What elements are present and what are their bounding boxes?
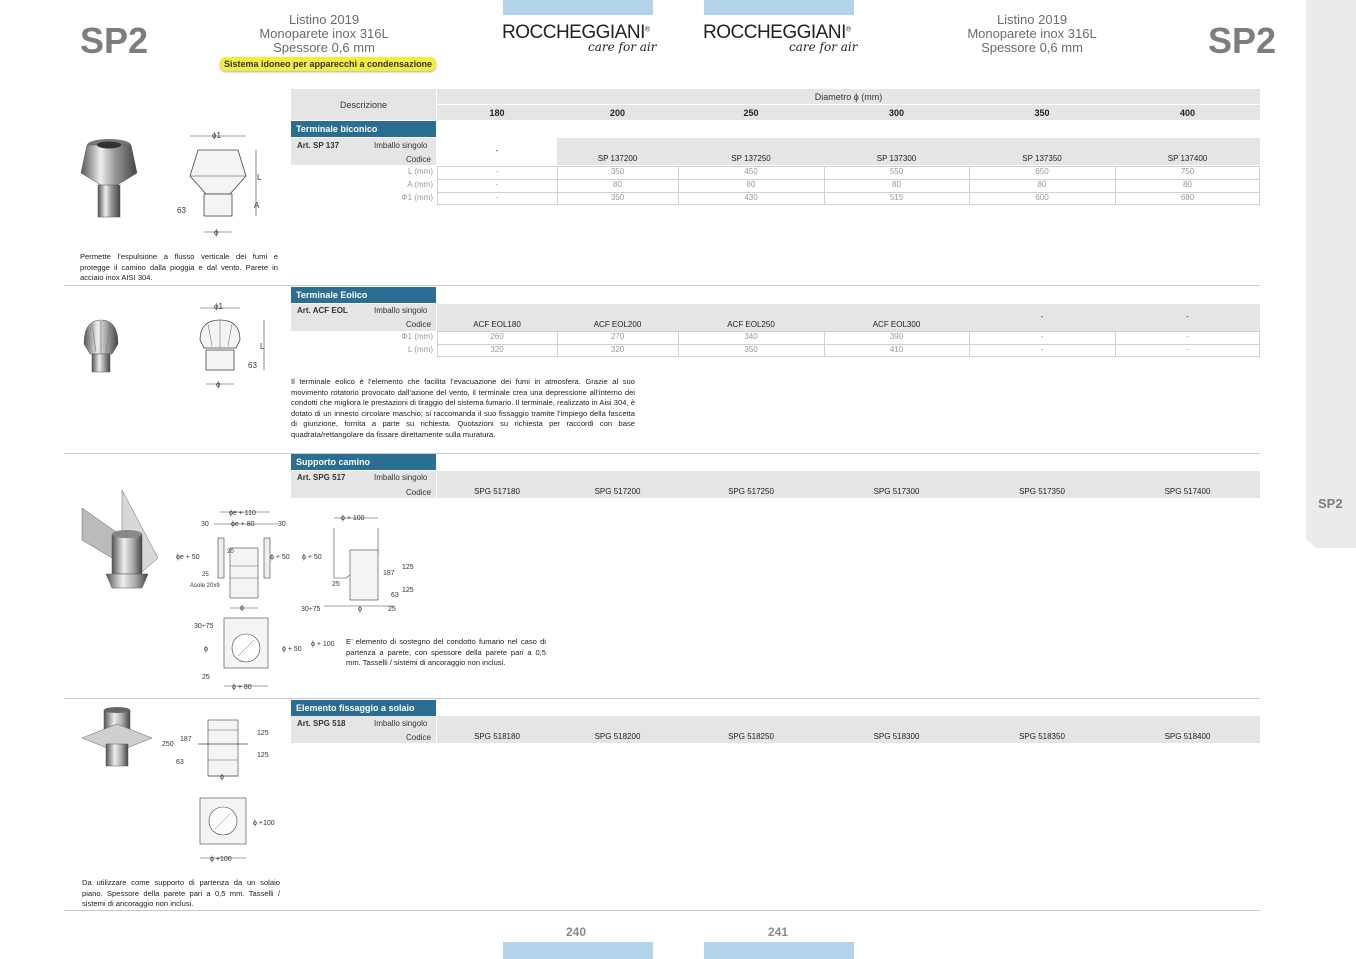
label-30b: 30 <box>278 521 286 528</box>
label-187: 187 <box>180 736 192 743</box>
dim-l-350: 650 <box>1035 167 1049 176</box>
dim-l-300: 550 <box>889 167 904 176</box>
dim-l-300: 410 <box>889 345 904 354</box>
side-tab-label: SP2 <box>1318 496 1343 511</box>
code-350: SPG 517350 <box>1019 487 1065 496</box>
drawing-label-63: 63 <box>177 206 186 215</box>
code-400: SPG 517400 <box>1164 487 1211 496</box>
code-250: SPG 517250 <box>728 487 774 496</box>
label-phie80: ϕe + 80 <box>231 521 255 528</box>
page-number-right: 241 <box>768 925 789 939</box>
table-header-descrizione: Descrizione <box>339 100 388 110</box>
supporto-codice-label: Codice <box>406 488 431 497</box>
brand-name: ROCCHEGGIANI <box>502 22 645 43</box>
listino-year: Listino 2019 <box>996 12 1068 27</box>
label-250: 250 <box>162 741 174 748</box>
code-350: - <box>1040 312 1044 321</box>
label-125b: 125 <box>257 752 269 759</box>
code-180: SPG 517180 <box>474 487 520 496</box>
code-250: SPG 518250 <box>728 732 774 741</box>
header-bar-right <box>704 0 854 15</box>
dim-l-350: - <box>1040 345 1044 354</box>
label-25d: 25 <box>202 674 210 681</box>
code-180: SPG 518180 <box>474 732 520 741</box>
page-number-left: 240 <box>566 925 587 939</box>
drawing-label-a: A <box>254 201 260 210</box>
label-phi100a: ϕ +100 <box>253 820 275 827</box>
solaio-code-row <box>437 716 1260 743</box>
biconico-art: Art. SP 137 <box>297 141 340 150</box>
footer-bar-left <box>503 942 653 959</box>
table-header-diameters <box>437 104 1260 120</box>
divider-4 <box>64 910 1260 911</box>
supporto-code-row <box>437 471 1260 498</box>
dim-a-180: - <box>495 180 499 189</box>
code-180: - <box>495 146 499 155</box>
label-phi50a: ϕ + 50 <box>270 554 290 561</box>
table-header-diametro: Diametro ϕ (mm) <box>814 92 883 102</box>
label-phie50: ϕe + 50 <box>176 554 200 561</box>
dim-a-200: 80 <box>613 180 622 189</box>
label-phi80: ϕ + 80 <box>232 684 252 691</box>
dim-l-250: 350 <box>744 345 758 354</box>
label-125a: 125 <box>402 564 414 571</box>
dim-label-l: L (mm) <box>407 345 433 354</box>
eolico-technical-drawing <box>194 298 274 394</box>
solaio-product-image <box>80 706 154 770</box>
code-200: SP 137200 <box>597 154 638 163</box>
label-phi50b: ϕ + 50 <box>302 554 322 561</box>
header-bar-left <box>503 0 653 15</box>
code-300: SPG 518300 <box>873 732 920 741</box>
dim-l-200: 320 <box>610 345 625 354</box>
label-3075b: 30÷75 <box>194 623 214 630</box>
dim-phi1-350: - <box>1040 332 1044 341</box>
biconico-codice-label: Codice <box>406 155 431 164</box>
diameter-200: 200 <box>609 108 626 118</box>
divider-1 <box>64 285 1260 286</box>
label-phi-b: ϕ <box>358 606 362 613</box>
code-400: SP 137400 <box>1167 154 1208 163</box>
code-400: SPG 518400 <box>1164 732 1211 741</box>
biconico-imballo: Imballo singolo <box>374 141 428 150</box>
section-title-biconico: Terminale biconico <box>291 121 436 137</box>
dim-a-300: 80 <box>892 180 901 189</box>
label-phi100a: ϕ + 100 <box>341 515 365 522</box>
label-phi100b: ϕ + 100 <box>311 641 335 648</box>
listino-thickness: Spessore 0,6 mm <box>981 40 1083 55</box>
label-125a: 125 <box>257 730 269 737</box>
section-title-solaio: Elemento fissaggio a solaio <box>291 700 436 716</box>
dim-a-350: 80 <box>1037 180 1047 189</box>
biconico-technical-drawing <box>168 128 280 238</box>
solaio-art: Art. SPG 518 <box>297 719 346 728</box>
code-200: SPG 518200 <box>594 732 641 741</box>
eolico-product-image <box>80 318 122 374</box>
diameter-350: 350 <box>1034 108 1050 118</box>
solaio-technical-drawing <box>160 716 284 868</box>
biconico-description: Permette l’espulsione a flusso verticale dei fumi e protegge il camino dalla pioggia e dal vento. Parete in acciaio inox AISI 304. <box>80 252 278 282</box>
label-phi-c: ϕ <box>204 646 208 653</box>
solaio-imballo: Imballo singolo <box>374 719 428 728</box>
brand-mark: ® <box>644 26 651 34</box>
supporto-art: Art. SPG 517 <box>297 473 346 482</box>
section-code-left: SP2 <box>80 20 149 61</box>
listino-product: Monoparete inox 316L <box>967 26 1097 41</box>
dim-phi1-250: 430 <box>744 193 758 202</box>
biconico-code-row <box>437 138 1260 165</box>
label-20: 20 <box>227 549 234 555</box>
code-250: ACF EOL250 <box>727 320 775 329</box>
label-asole: Asole 20x9 <box>190 583 220 589</box>
footer-bar-right <box>704 942 854 959</box>
dim-label-a: A (mm) <box>407 180 433 189</box>
dim-phi1-200: 350 <box>610 193 625 202</box>
supporto-description: E’ elemento di sostegno del condotto fumario nel caso di partenza a parete, con spessore della parete pari a 0,5 mm. Tasselli / sistemi di ancoraggio non inclusi. <box>346 637 546 667</box>
label-phi100b: ϕ +100 <box>210 856 232 863</box>
label-25c: 25 <box>388 606 396 613</box>
section-title-eolico: Terminale Eolico <box>291 287 436 303</box>
dim-l-400: 750 <box>1180 167 1195 176</box>
drawing-label-phi: ϕ <box>214 228 219 237</box>
dim-phi1-400: 680 <box>1180 193 1195 202</box>
solaio-description: Da utilizzare come supporto di partenza da un solaio piano. Spessore della parete pari a 0,5 mm. Tasselli / sistemi di ancoraggio non inclusi. <box>82 878 280 908</box>
label-3075a: 30÷75 <box>301 606 321 613</box>
drawing-label-phi1: ϕ1 <box>214 302 223 311</box>
code-300: SP 137300 <box>876 154 917 163</box>
code-200: SPG 517200 <box>594 487 641 496</box>
label-25a: 25 <box>202 572 209 578</box>
dim-phi1-200: 270 <box>610 332 625 341</box>
code-350: SP 137350 <box>1022 154 1062 163</box>
eolico-description: Il terminale eolico è l’elemento che facilita l’evacuazione dei fumi in atmosfera. Grazie al suo movimento rotatorio provocato dall’azione del vento, il terminale crea una depressione all’interno dei condotti che migliora le prestazioni di tiraggio del sistema fumario. Il terminale, realizzato in Aisi 304, è dotato di un innesto circolare maschio; si raccomanda il suo fissaggio tramite l’impiego della fascetta di giunzione, fornita a parte su richiesta. Quotazioni su richiesta per raccordi con base quadrata/rettangolare da fissare direttamente sulla muratura. <box>291 377 635 439</box>
divider-2 <box>64 453 1260 454</box>
dim-l-180: - <box>495 167 499 176</box>
dim-phi1-300: 390 <box>889 332 904 341</box>
label-phi-a: ϕ <box>240 605 244 612</box>
dim-l-180: 320 <box>490 345 504 354</box>
dim-phi1-400: - <box>1186 332 1189 341</box>
supporto-imballo: Imballo singolo <box>374 473 428 482</box>
drawing-label-phi1: ϕ1 <box>212 131 221 140</box>
biconico-product-image <box>78 135 140 220</box>
listino-thickness: Spessore 0,6 mm <box>273 40 375 55</box>
code-350: SPG 518350 <box>1019 732 1065 741</box>
dim-label-l: L (mm) <box>407 167 433 176</box>
section-title-supporto: Supporto camino <box>291 454 436 470</box>
dim-label-phi1: Φ1 (mm) <box>401 193 433 202</box>
dim-l-200: 350 <box>610 167 625 176</box>
label-63: 63 <box>176 759 184 766</box>
eolico-imballo: Imballo singolo <box>374 306 428 315</box>
price-list-info-right <box>932 13 1132 55</box>
brand-tagline: care for air <box>588 40 657 54</box>
diameter-250: 250 <box>743 108 759 118</box>
label-63: 63 <box>391 592 399 599</box>
label-187: 187 <box>383 570 395 577</box>
code-300: SPG 517300 <box>873 487 920 496</box>
solaio-codice-label: Codice <box>406 733 431 742</box>
code-300: ACF EOL300 <box>872 320 921 329</box>
dim-l-400: - <box>1186 345 1189 354</box>
label-25b: 25 <box>332 581 340 588</box>
dim-phi1-250: 340 <box>744 332 758 341</box>
dim-l-250: 450 <box>744 167 758 176</box>
dim-a-400: 80 <box>1183 180 1192 189</box>
eolico-code-row <box>437 304 1260 331</box>
code-200: ACF EOL200 <box>593 320 642 329</box>
label-phie110: ϕe + 110 <box>229 510 256 517</box>
code-250: SP 137250 <box>731 154 771 163</box>
brand-logo-left <box>502 22 662 54</box>
brand-logo-right <box>703 22 863 54</box>
label-30a: 30 <box>201 521 209 528</box>
supporto-product-image <box>78 488 162 594</box>
eolico-art: Art. ACF EOL <box>297 306 348 315</box>
label-phi: ϕ <box>220 774 224 781</box>
brand-tagline: care for air <box>789 40 858 54</box>
drawing-label-l: L <box>260 342 265 351</box>
eolico-dim-table <box>291 331 1260 357</box>
eolico-codice-label: Codice <box>406 320 431 329</box>
listino-year: Listino 2019 <box>288 12 360 27</box>
dim-label-phi1: Φ1 (mm) <box>401 332 433 341</box>
dim-phi1-350: 600 <box>1035 193 1049 202</box>
code-180: ACF EOL180 <box>473 320 521 329</box>
drawing-label-l: L <box>257 173 262 182</box>
label-phi50c: ϕ + 50 <box>282 646 302 653</box>
diameter-180: 180 <box>489 108 505 118</box>
listino-product: Monoparete inox 316L <box>259 26 389 41</box>
biconico-dim-table <box>291 166 1260 205</box>
dim-phi1-180: - <box>495 193 499 202</box>
drawing-label-phi: ϕ <box>216 380 221 389</box>
section-code-right: SP2 <box>1208 20 1277 61</box>
dim-a-250: 80 <box>746 180 756 189</box>
condensing-badge: Sistema idoneo per apparecchi a condensazione <box>220 57 436 71</box>
label-125b: 125 <box>402 587 414 594</box>
dim-phi1-300: 515 <box>889 193 904 202</box>
divider-3 <box>64 698 1260 699</box>
dim-phi1-180: 260 <box>490 332 504 341</box>
code-400: - <box>1186 312 1189 321</box>
price-list-info-left <box>224 13 424 55</box>
diameter-400: 400 <box>1179 108 1196 118</box>
brand-mark: ® <box>845 26 852 34</box>
diameter-300: 300 <box>888 108 905 118</box>
drawing-label-63: 63 <box>248 361 257 370</box>
brand-name: ROCCHEGGIANI <box>703 22 846 43</box>
side-band <box>1306 0 1356 500</box>
